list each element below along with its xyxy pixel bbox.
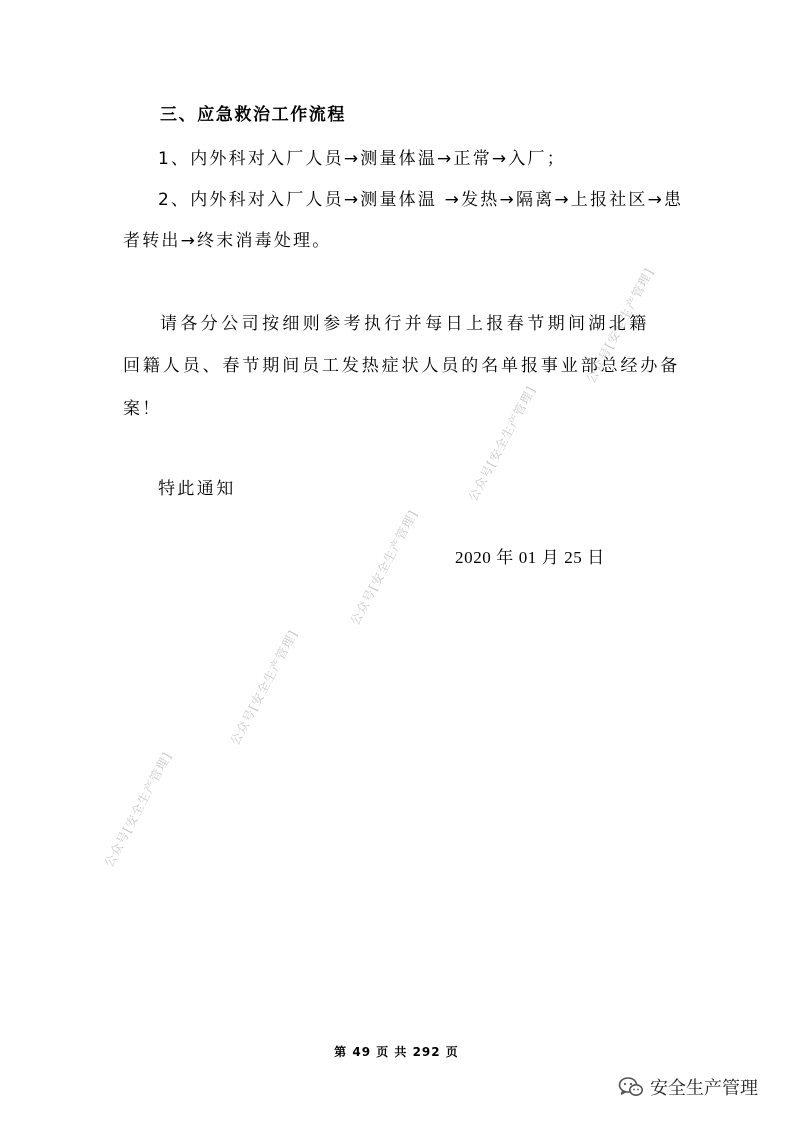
watermark-text: 公众号[安全生产管理] [227,627,301,748]
watermark-text: 公众号[安全生产管理] [465,383,539,504]
watermark-text: 公众号[安全生产管理] [583,265,657,386]
instruction-paragraph-line-2: 回籍人员、春节期间员工发热症状人员的名单报事业部总经办备 [123,356,681,376]
process-step-2: 2、内外科对入厂人员→测量体温 →发热→隔离→上报社区→患 [158,190,684,210]
wechat-official-account-icon [618,1075,644,1099]
brand-label: 安全生产管理 [650,1078,758,1099]
brand-badge[interactable] [618,1073,758,1101]
instruction-paragraph-line-3: 案！ [123,399,162,419]
section-heading: 三、应急救治工作流程 [160,105,346,125]
watermark-text: 公众号[安全生产管理] [101,749,175,870]
process-step-2-continued: 者转出→终末消毒处理。 [123,231,332,251]
closing-notice: 特此通知 [158,479,236,499]
watermark-text: 公众号[安全生产管理] [347,507,421,628]
document-date: 2020 年 01 月 25 日 [455,548,605,567]
process-step-1: 1、内外科对入厂人员→测量体温→正常→入厂； [158,149,566,169]
instruction-paragraph-line-1: 请各分公司按细则参考执行并每日上报春节期间湖北籍 [160,314,650,334]
page-indicator: 第 49 页 共 292 页 [334,1045,459,1059]
